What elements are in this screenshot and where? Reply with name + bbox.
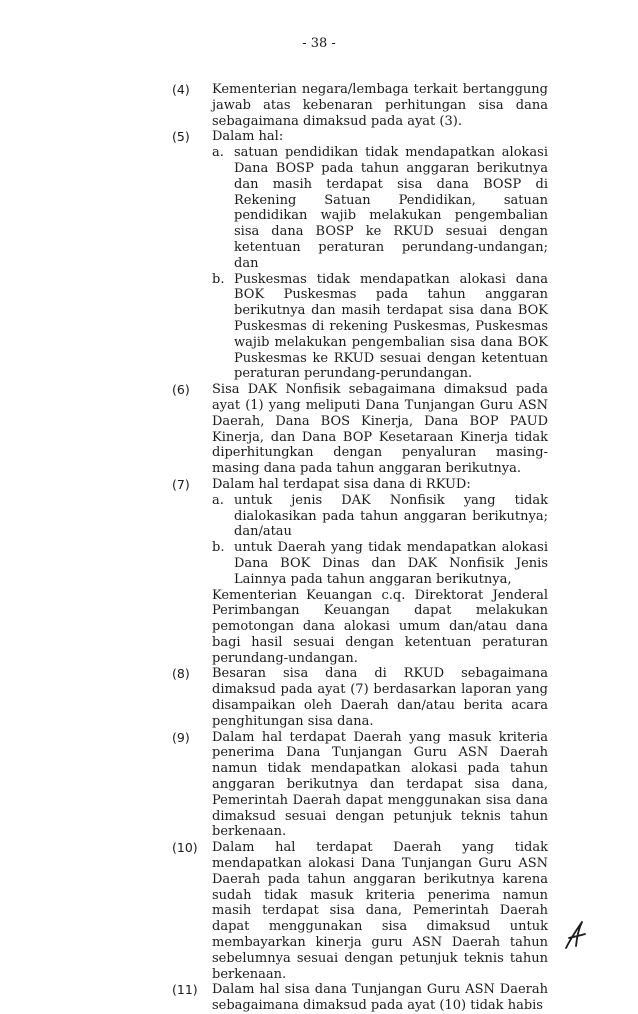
sub-item-letter: b. <box>212 271 225 287</box>
paragraph-9 <box>172 730 548 841</box>
paragraph-number: (4) <box>172 82 190 97</box>
paragraph-11 <box>172 982 548 1014</box>
paraf-signature <box>563 918 587 952</box>
paragraph-text: Dalam hal terdapat Daerah yang tidak mendapatkan alokasi Dana Tunjangan Guru ASN Daerah pada tahun anggaran berikutnya karena sudah tidak masuk kriteria penerima namun masih terdapat sisa dana, Pemerintah Daerah dapat menggunakan sisa dimaksud untuk membayarkan kinerja guru ASN Daerah tahun sebelumnya sesuai dengan petunjuk teknis tahun berkenaan. <box>212 840 548 982</box>
paragraph-6 <box>172 382 548 477</box>
paragraph-text: Dalam hal: <box>212 129 284 145</box>
document-body <box>172 82 548 1014</box>
paragraph-text: Dalam hal terdapat sisa dana di RKUD: <box>212 476 471 492</box>
paragraph-7 <box>172 477 548 667</box>
paragraph-text: Kementerian negara/lembaga terkait bertanggung jawab atas kebenaran perhitungan sisa dana sebagaimana dimaksud pada ayat (3). <box>212 82 548 129</box>
paragraph-8 <box>172 666 548 729</box>
sub-item-text: Puskesmas tidak mendapatkan alokasi dana BOK Puskesmas pada tahun anggaran berikutnya dan masih terdapat sisa dana BOK Puskesmas di rekening Puskesmas, Puskesmas wajib melakukan pengembalian sisa dana BOK Puskesmas ke RKUD sesuai dengan ketentuan peraturan perundang-perundangan. <box>234 271 548 382</box>
sub-item-text: untuk jenis DAK Nonfisik yang tidak dialokasikan pada tahun anggaran berikutnya; dan/atau <box>234 492 548 540</box>
paragraph-tail-text: Kementerian Keuangan c.q. Direktorat Jenderal Perimbangan Keuangan dapat melakukan pemotongan dana alokasi umum dan/atau dana bagi hasil sesuai dengan ketentuan peraturan perundang-undangan. <box>212 587 548 666</box>
sub-item-a <box>212 145 548 271</box>
paragraph-number: (9) <box>172 729 190 745</box>
sub-item-letter: b. <box>212 540 225 556</box>
sub-item-text: untuk Daerah yang tidak mendapatkan alokasi Dana BOK Dinas dan DAK Nonfisik Jenis Lainnya pada tahun anggaran berikutnya, <box>234 540 548 587</box>
sub-item-a <box>212 493 548 540</box>
paragraph-text: Sisa DAK Nonfisik sebagaimana dimaksud pada ayat (1) yang meliputi Dana Tunjangan Guru ASN Daerah, Dana BOS Kinerja, Dana BOP PAUD Kinerja, dan Dana BOP Kesetaraan Kinerja tidak diperhitungkan dengan penyaluran masing-masing dana pada tahun anggaran berikutnya. <box>212 382 548 477</box>
paragraph-text: Dalam hal sisa dana Tunjangan Guru ASN Daerah sebagaimana dimaksud pada ayat (10) tidak habis <box>212 982 548 1014</box>
sub-item-letter: a. <box>212 492 224 508</box>
sub-item-text: satuan pendidikan tidak mendapatkan alokasi Dana BOSP pada tahun anggaran berikutnya dan masih terdapat sisa dana BOSP di Rekening Satuan Pendidikan, satuan pendidikan wajib melakukan pengembalian sisa dana BOSP ke RKUD sesuai dengan ketentuan peraturan perundang-undangan; dan <box>234 145 548 271</box>
paragraph-number: (8) <box>172 666 190 682</box>
paragraph-text: Dalam hal terdapat Daerah yang masuk kriteria penerima Dana Tunjangan Guru ASN Daerah namun tidak mendapatkan alokasi pada tahun anggaran berikutnya dan terdapat sisa dana, Pemerintah Daerah dapat menggunakan sisa dana dimaksud sesuai dengan petunjuk teknis tahun berkenaan. <box>212 729 548 840</box>
sub-item-b <box>212 272 548 383</box>
paragraph-number: (11) <box>172 982 198 998</box>
paragraph-5 <box>172 129 548 382</box>
paragraph-10 <box>172 840 548 982</box>
paragraph-number: (10) <box>172 840 198 856</box>
sub-item-letter: a. <box>212 145 224 161</box>
paragraph-number: (5) <box>172 129 190 145</box>
paragraph-text: Besaran sisa dana di RKUD sebagaimana dimaksud pada ayat (7) berdasarkan laporan yang disampaikan oleh Daerah dan/atau berita acara penghitungan sisa dana. <box>212 666 548 729</box>
page-number: - 38 - <box>302 36 336 51</box>
paragraph-4 <box>172 82 548 129</box>
sub-item-b <box>212 540 548 587</box>
paragraph-number: (7) <box>172 476 190 492</box>
paragraph-number: (6) <box>172 382 190 398</box>
